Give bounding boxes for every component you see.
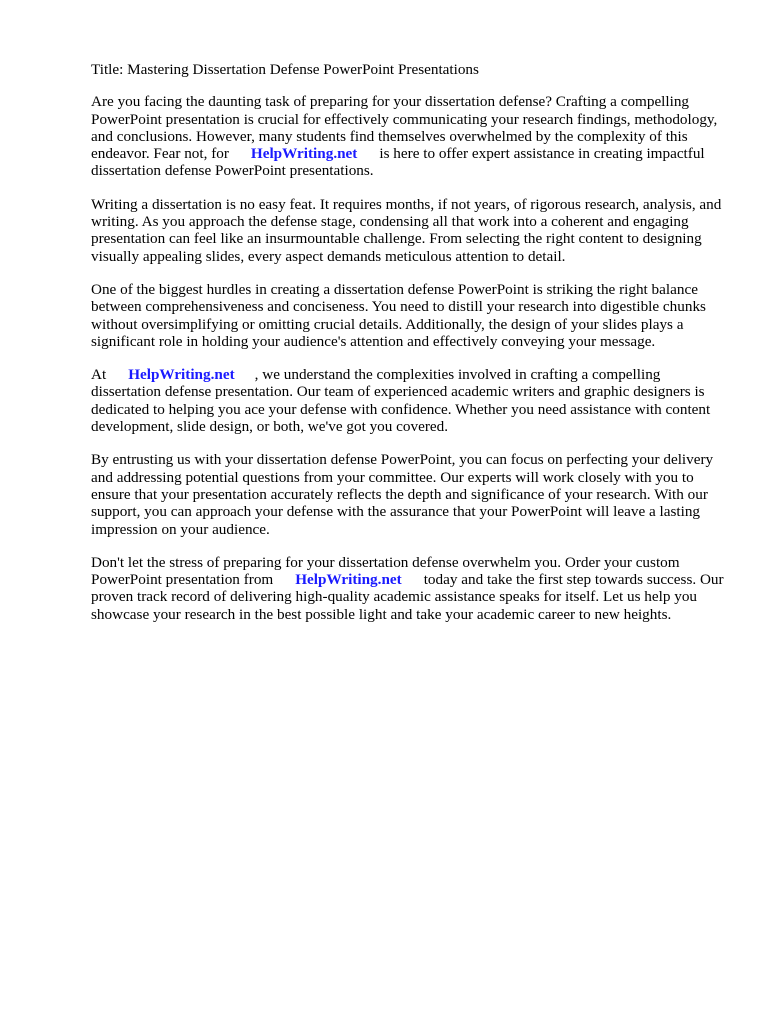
helpwriting-link-1[interactable]: HelpWriting.net bbox=[250, 145, 358, 163]
paragraph-intro bbox=[91, 93, 731, 179]
paragraph-call-to-action bbox=[91, 554, 731, 623]
paragraph-services-text-start: At bbox=[91, 366, 107, 384]
paragraph-cta-text-start: Don't let the stress of preparing for your dissertation defense overwhelm you. Order your custom PowerPoint presentation from bbox=[91, 553, 680, 589]
document-body bbox=[91, 61, 731, 639]
paragraph-services bbox=[91, 366, 731, 435]
helpwriting-link-3[interactable]: HelpWriting.net bbox=[295, 571, 402, 589]
paragraph-intro-text-start: Are you facing the daunting task of preparing for your dissertation defense? Crafting a compelling PowerPoint presentation is crucial for effectively communicating your research findings, methodology, and conclusions. However, many students find themselves overwhelmed by the complexity of this endeavor. Fear not, for bbox=[91, 93, 718, 163]
paragraph-cta-text-end: today and take the first step towards success. Our proven track record of delivering high-quality academic assistance speaks for itself. Let us help you showcase your research in the best possible light and take your academic career to new heights. bbox=[91, 571, 724, 623]
paragraph-services-text-end: , we understand the complexities involved in crafting a compelling dissertation defense presentation. Our team of experienced academic writers and graphic designers is dedicated to helping you ace your defense with confidence. Whether you need assistance with content development, slide design, or both, we've got you covered. bbox=[91, 366, 711, 436]
paragraph-intro-text-end: is here to offer expert assistance in creating impactful dissertation defense PowerPoint presentations. bbox=[91, 145, 705, 180]
helpwriting-link-2[interactable]: HelpWriting.net bbox=[128, 366, 235, 384]
document-title: Title: Mastering Dissertation Defense PowerPoint Presentations bbox=[91, 61, 479, 78]
paragraph-benefits: By entrusting us with your dissertation defense PowerPoint, you can focus on perfecting your delivery and addressing potential questions from your committee. Our experts will work closely with you to ensure that your presentation accurately reflects the depth and significance of your research. With our support, you can approach your defense with the assurance that your PowerPoint will leave a lasting impression on your audience. bbox=[91, 451, 714, 538]
paragraph-hurdles: One of the biggest hurdles in creating a dissertation defense PowerPoint is striking the right balance between comprehensiveness and conciseness. You need to distill your research into digestible chunks without oversimplifying or omitting crucial details. Additionally, the design of your slides plays a significant role in holding your audience's attention and effectively conveying your message. bbox=[91, 280, 706, 350]
paragraph-challenge: Writing a dissertation is no easy feat. It requires months, if not years, of rigorous research, analysis, and writing. As you approach the defense stage, condensing all that work into a coherent and engaging presentation can feel like an insurmountable challenge. From selecting the right content to designing visually appealing slides, every aspect demands meticulous attention to detail. bbox=[91, 195, 722, 265]
